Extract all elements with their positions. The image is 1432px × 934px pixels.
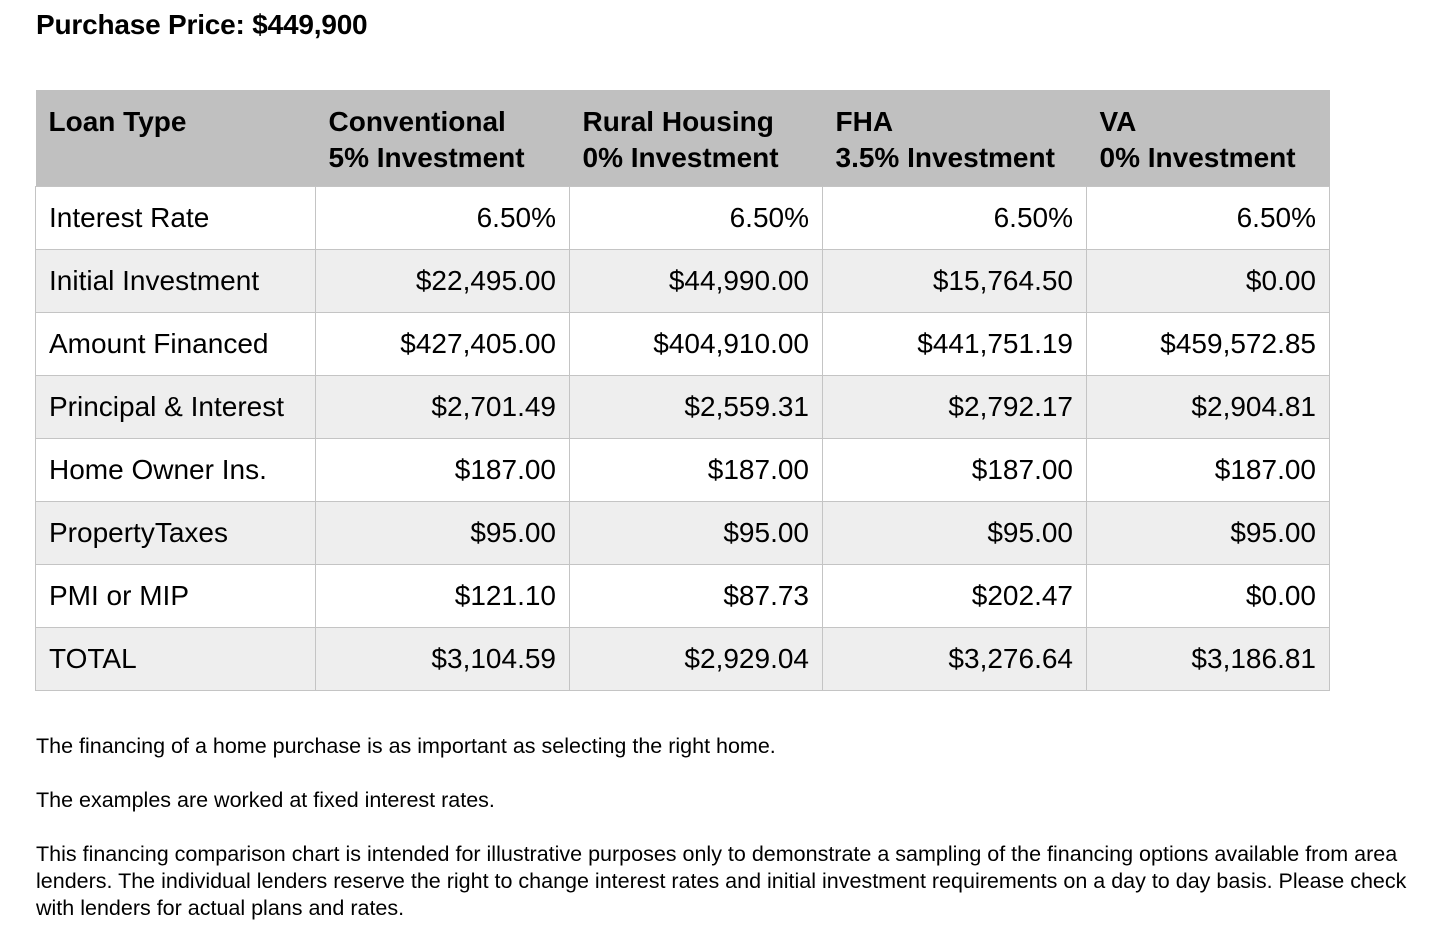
cell-fha: $187.00	[823, 438, 1087, 501]
header-line-2: 5% Investment	[328, 142, 525, 173]
header-line-1: Rural Housing	[582, 106, 774, 137]
row-label: Initial Investment	[36, 249, 316, 312]
cell-conventional: $121.10	[316, 564, 570, 627]
header-rural-housing	[570, 90, 823, 186]
row-label: Home Owner Ins.	[36, 438, 316, 501]
cell-fha: $95.00	[823, 501, 1087, 564]
table-body	[36, 186, 1330, 690]
cell-va: $0.00	[1087, 564, 1330, 627]
table-row-total	[36, 627, 1330, 690]
row-label: PMI or MIP	[36, 564, 316, 627]
table-row-principal-interest	[36, 375, 1330, 438]
header-line-2: 0% Investment	[582, 142, 779, 173]
row-label: Interest Rate	[36, 186, 316, 249]
cell-rural-housing: $187.00	[570, 438, 823, 501]
table-header	[36, 90, 1330, 186]
note-paragraph: The financing of a home purchase is as important as selecting the right home.	[36, 734, 776, 758]
cell-conventional: $3,104.59	[316, 627, 570, 690]
cell-conventional: $22,495.00	[316, 249, 570, 312]
cell-rural-housing: $44,990.00	[570, 249, 823, 312]
cell-conventional: $187.00	[316, 438, 570, 501]
note-paragraph: The examples are worked at fixed interest rates.	[36, 788, 495, 812]
cell-rural-housing: $95.00	[570, 501, 823, 564]
cell-conventional: 6.50%	[316, 186, 570, 249]
header-line-1: VA	[1099, 106, 1137, 137]
cell-va: $3,186.81	[1087, 627, 1330, 690]
cell-fha: $441,751.19	[823, 312, 1087, 375]
cell-va: $0.00	[1087, 249, 1330, 312]
cell-rural-housing: $87.73	[570, 564, 823, 627]
cell-rural-housing: $2,559.31	[570, 375, 823, 438]
cell-conventional: $95.00	[316, 501, 570, 564]
header-line-1: Conventional	[328, 106, 506, 137]
cell-va: 6.50%	[1087, 186, 1330, 249]
row-label: Amount Financed	[36, 312, 316, 375]
page-title: Purchase Price: $449,900	[36, 9, 368, 40]
cell-va: $187.00	[1087, 438, 1330, 501]
cell-fha: 6.50%	[823, 186, 1087, 249]
row-label: TOTAL	[36, 627, 316, 690]
row-label: Principal & Interest	[36, 375, 316, 438]
note-paragraph: This financing comparison chart is intended for illustrative purposes only to demonstrate a sampling of the financing options available from area lenders. The individual lenders reserve the right to change interest rates and initial investment requirements on a day to day basis. Please check with lenders for actual plans and rates.	[36, 842, 1407, 920]
row-label: PropertyTaxes	[36, 501, 316, 564]
table-row-pmi-mip	[36, 564, 1330, 627]
header-line-1: FHA	[835, 106, 894, 137]
table-row-property-taxes	[36, 501, 1330, 564]
cell-rural-housing: 6.50%	[570, 186, 823, 249]
cell-va: $459,572.85	[1087, 312, 1330, 375]
notes-section	[36, 733, 1426, 922]
cell-va: $95.00	[1087, 501, 1330, 564]
cell-fha: $3,276.64	[823, 627, 1087, 690]
cell-rural-housing: $2,929.04	[570, 627, 823, 690]
table-header-row	[36, 90, 1330, 186]
header-line-2: 3.5% Investment	[835, 142, 1055, 173]
header-fha	[823, 90, 1087, 186]
loan-comparison-table	[35, 90, 1330, 691]
cell-va: $2,904.81	[1087, 375, 1330, 438]
cell-conventional: $2,701.49	[316, 375, 570, 438]
header-line-2: 0% Investment	[1099, 142, 1296, 173]
table-row-amount-financed	[36, 312, 1330, 375]
cell-fha: $15,764.50	[823, 249, 1087, 312]
header-va	[1087, 90, 1330, 186]
cell-fha: $202.47	[823, 564, 1087, 627]
cell-conventional: $427,405.00	[316, 312, 570, 375]
header-line-1: Loan Type	[48, 106, 187, 137]
table-row-home-owner-ins	[36, 438, 1330, 501]
cell-rural-housing: $404,910.00	[570, 312, 823, 375]
table-row-initial-investment	[36, 249, 1330, 312]
header-conventional	[316, 90, 570, 186]
cell-fha: $2,792.17	[823, 375, 1087, 438]
table-row-interest-rate	[36, 186, 1330, 249]
header-loan-type	[36, 90, 316, 186]
